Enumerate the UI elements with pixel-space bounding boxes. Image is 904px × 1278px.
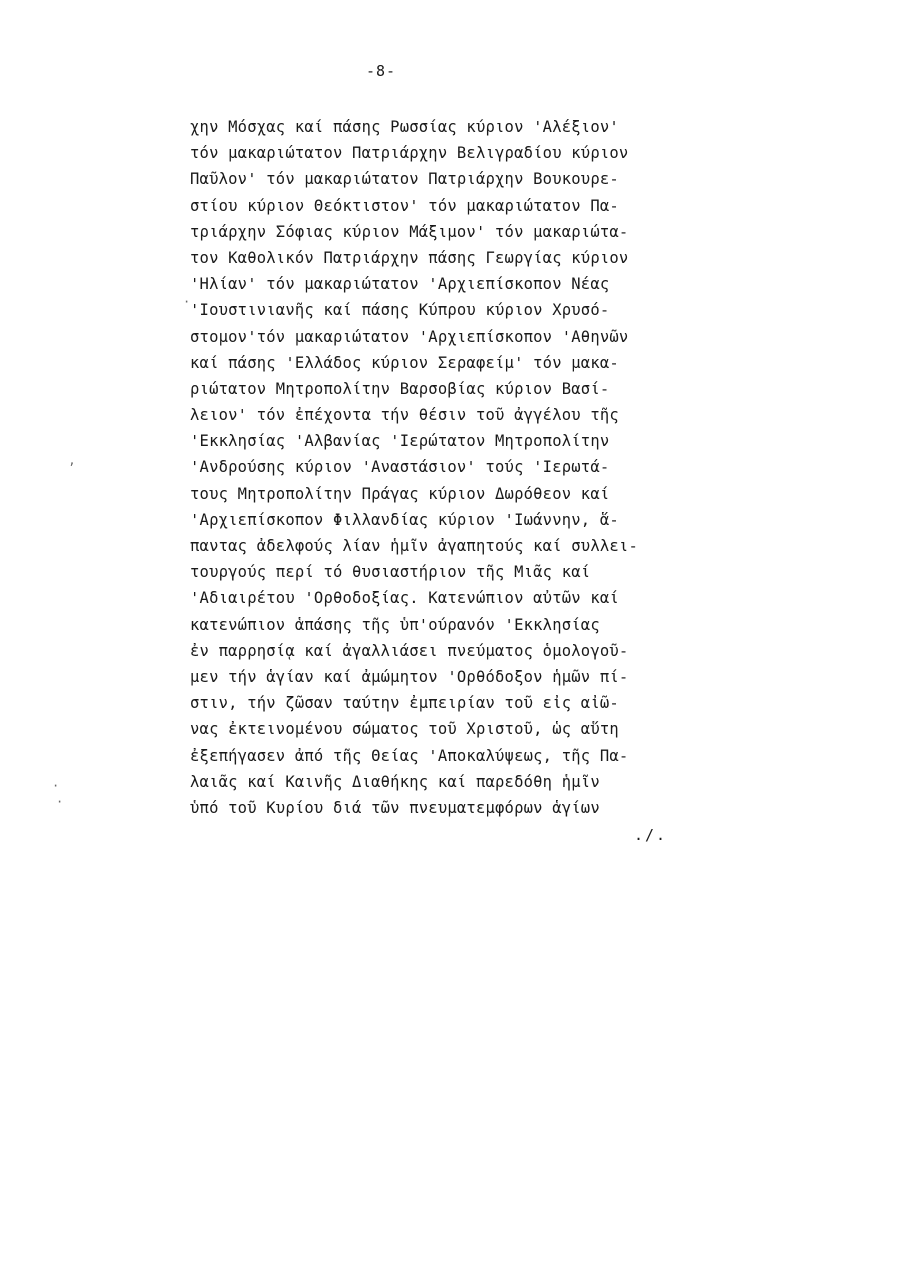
scan-speck: ʼ xyxy=(68,461,76,475)
text-line: λειον' τόν ἐπέχοντα τήν θέσιν τοῦ ἀγγέλου τῆς xyxy=(190,406,619,425)
scan-speck: · xyxy=(183,295,191,309)
text-line: ἐξεπήγασεν ἀπό τῆς Θείας 'Αποκαλύψεως, τῆς Πα- xyxy=(190,746,629,765)
text-line: 'Ιουστινιανῆς καί πάσης Κύπρου κύριον Χρυσό- xyxy=(190,301,610,320)
text-line: τουργούς περί τό θυσιαστήριον τῆς Μιᾶς καί xyxy=(190,563,591,582)
page-number: -8- xyxy=(366,62,397,80)
text-line: τους Μητροπολίτην Πράγας κύριον Δωρόθεον καί xyxy=(190,484,610,503)
text-line: 'Ανδρούσης κύριον 'Αναστάσιον' τούς 'Ιερωτά- xyxy=(190,458,610,477)
text-line: 'Αρχιεπίσκοπον Φιλλανδίας κύριον 'Ιωάννην, ἅ- xyxy=(190,510,619,529)
text-line: παντας ἀδελφούς λίαν ἡμῖν ἀγαπητούς καί συλλει- xyxy=(190,537,638,555)
text-line: κατενώπιον ἁπάσης τῆς ὑπ'ούρανόν 'Εκκλησίας xyxy=(190,615,600,634)
text-line: 'Εκκλησίας 'Αλβανίας 'Ιερώτατον Μητροπολίτην xyxy=(190,432,610,451)
text-line: χην Μόσχας καί πάσης Ρωσσίας κύριον 'Αλέξιον' xyxy=(190,118,619,136)
continuation-mark: ./. xyxy=(634,826,668,844)
text-line: τριάρχην Σόφιας κύριον Μάξιμον' τόν μακαριώτα- xyxy=(190,222,629,241)
text-line: λαιᾶς καί Καινῆς Διαθήκης καί παρεδόθη ἡμῖν xyxy=(190,772,600,791)
text-line: μεν τήν ἁγίαν καί ἀμώμητον 'Ορθόδοξον ἡμῶν πί- xyxy=(190,667,629,686)
text-line: νας ἐκτεινομένου σώματος τοῦ Χριστοῦ, ὡς αὕτη xyxy=(190,720,619,739)
text-line: ριώτατον Μητροπολίτην Βαρσοβίας κύριον Βασί- xyxy=(190,379,610,398)
text-line: τόν μακαριώτατον Πατριάρχην Βελιγραδίου κύριον xyxy=(190,144,629,163)
scan-speck: · xyxy=(52,779,60,793)
text-line: ἐν παρρησίᾳ καί ἀγαλλιάσει πνεύματος ὁμολογοῦ- xyxy=(190,641,629,660)
text-line: στίου κύριον Θεόκτιστον' τόν μακαριώτατον Πα- xyxy=(190,196,619,215)
scan-speck: · xyxy=(56,795,64,809)
text-line: ὑπό τοῦ Κυρίου διά τῶν πνευματεμφόρων ἁγίων xyxy=(190,798,600,817)
text-line: τον Καθολικόν Πατριάρχην πάσης Γεωργίας κύριον xyxy=(190,248,629,267)
text-line: στομον'τόν μακαριώτατον 'Αρχιεπίσκοπον 'Αθηνῶν xyxy=(190,327,629,346)
text-line: Παῦλον' τόν μακαριώτατον Πατριάρχην Βουκουρε- xyxy=(190,170,619,189)
text-line: στιν, τήν ζῶσαν ταύτην ἐμπειρίαν τοῦ εἰς αἰῶ- xyxy=(190,694,619,713)
text-line: καί πάσης 'Ελλάδος κύριον Σεραφείμ' τόν μακα- xyxy=(190,353,619,372)
text-line: 'Αδιαιρέτου 'Ορθοδοξίας. Κατενώπιον αὐτῶν καί xyxy=(190,589,619,608)
body-text xyxy=(190,114,710,821)
text-line: 'Ηλίαν' τόν μακαριώτατον 'Αρχιεπίσκοπον Νέας xyxy=(190,275,610,294)
